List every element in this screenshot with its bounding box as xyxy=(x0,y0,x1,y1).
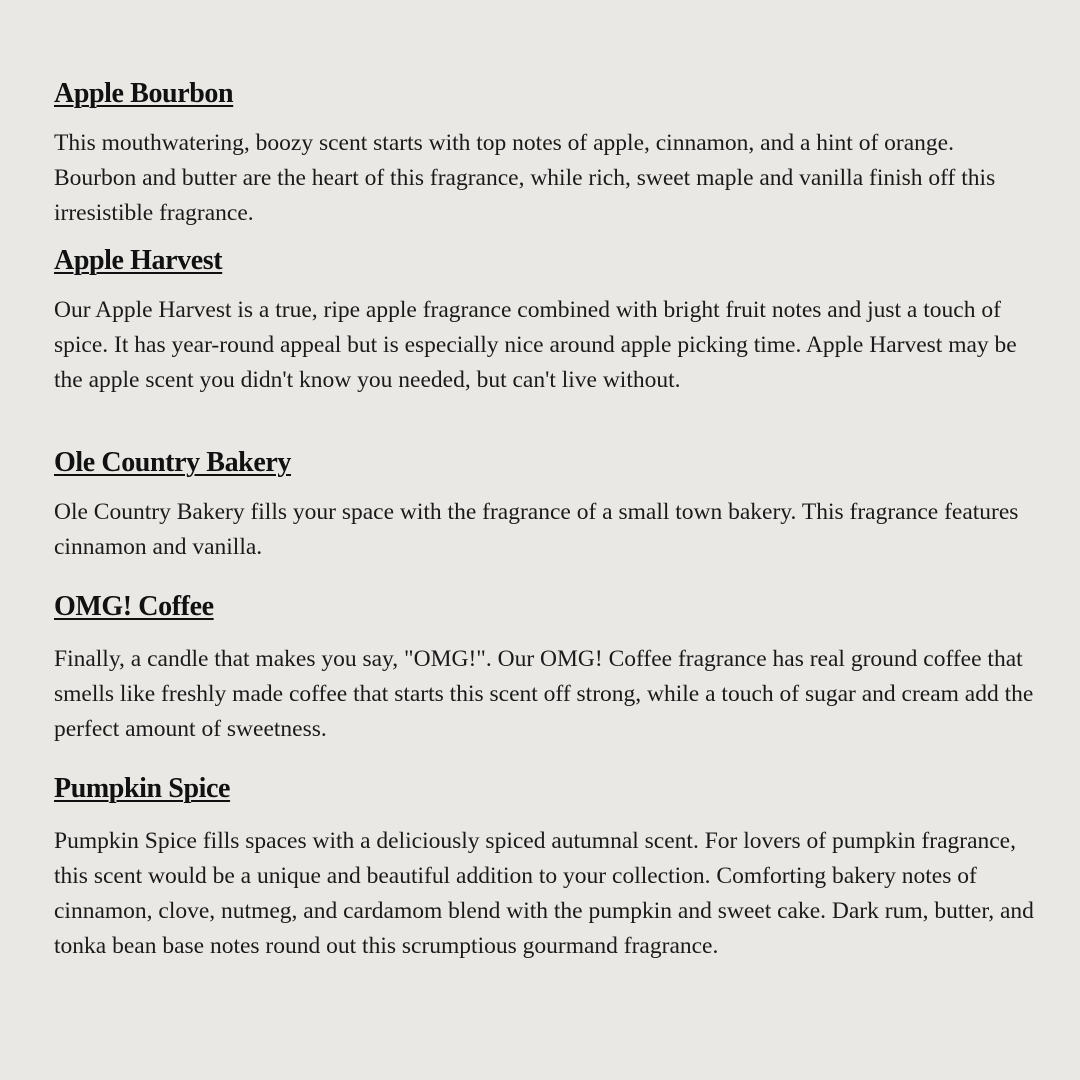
scent-entry-pumpkin-spice xyxy=(54,773,1039,964)
scent-description: Our Apple Harvest is a true, ripe apple fragrance combined with bright fruit notes and just a touch of spice. It has year-round appeal but is especially nice around apple picking time. Apple Harvest may be the apple scent you didn't know you needed, but can't live without. xyxy=(54,297,1017,393)
scent-description: Ole Country Bakery fills your space with the fragrance of a small town bakery. This fragrance features cinnamon and vanilla. xyxy=(54,499,1019,560)
scent-title: OMG! Coffee xyxy=(54,591,214,622)
scent-entry-ole-country-bakery xyxy=(54,447,1039,565)
scent-entry-apple-bourbon xyxy=(54,78,1039,231)
scent-entry-omg-coffee xyxy=(54,591,1039,747)
scent-description: This mouthwatering, boozy scent starts with top notes of apple, cinnamon, and a hint of orange. Bourbon and butter are the heart of this fragrance, while rich, sweet maple and vanilla finish off this irresistible fragrance. xyxy=(54,130,996,226)
scent-title: Apple Bourbon xyxy=(54,78,234,109)
scent-description: Pumpkin Spice fills spaces with a deliciously spiced autumnal scent. For lovers of pumpkin fragrance, this scent would be a unique and beautiful addition to your collection. Comforting bakery notes of cinnamon, clove, nutmeg, and cardamom blend with the pumpkin and sweet cake. Dark rum, butter, and tonka bean base notes round out this scrumptious gourmand fragrance. xyxy=(54,828,1034,959)
scent-title: Pumpkin Spice xyxy=(54,773,231,804)
scent-description: Finally, a candle that makes you say, "OMG!". Our OMG! Coffee fragrance has real ground coffee that smells like freshly made coffee that starts this scent off strong, while a touch of sugar and cream add the perfect amount of sweetness. xyxy=(54,646,1034,742)
scent-title: Apple Harvest xyxy=(54,245,223,276)
scent-title: Ole Country Bakery xyxy=(54,447,292,478)
scent-entry-apple-harvest xyxy=(54,245,1039,398)
